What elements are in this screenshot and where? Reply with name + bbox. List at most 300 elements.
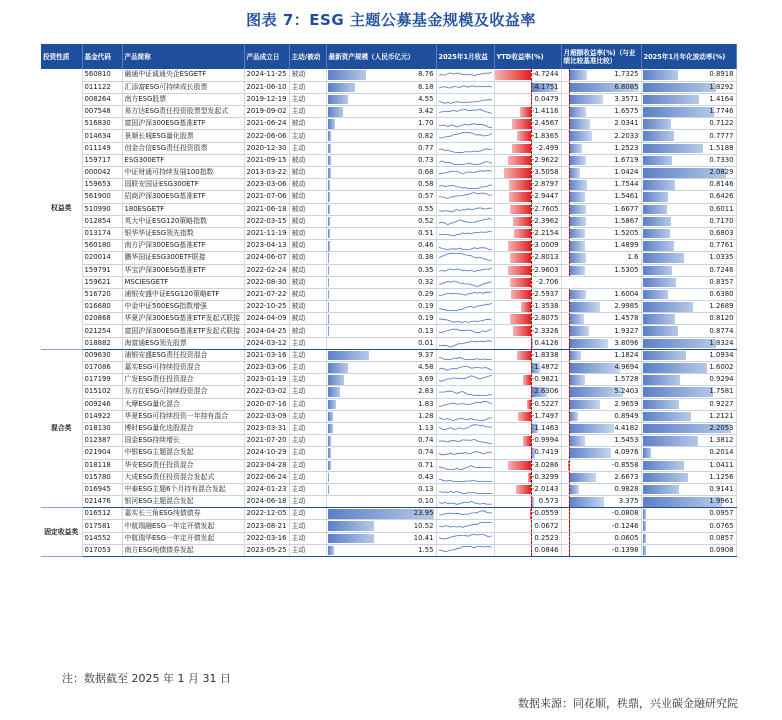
inception-date: 2019-12-19 xyxy=(244,93,289,105)
asset-size xyxy=(326,203,436,215)
sparkline xyxy=(439,301,492,312)
inception-date: 2020-07-16 xyxy=(244,398,289,410)
excess-return xyxy=(561,191,641,203)
inception-date: 2023-05-25 xyxy=(244,544,289,556)
zero-line xyxy=(569,374,570,385)
management-type: 被动 xyxy=(289,288,326,300)
sparkline xyxy=(439,386,492,397)
excess-return-value: 4.9694 xyxy=(614,363,639,372)
ytd-return-value: 0.573 xyxy=(538,497,559,506)
asset-size-bar xyxy=(328,156,331,166)
excess-return-bar xyxy=(569,229,584,239)
ytd-return-value: 0.7419 xyxy=(534,448,559,457)
annualized-volatility-value: 1.4164 xyxy=(709,94,734,103)
excess-return xyxy=(561,544,641,556)
excess-return xyxy=(561,398,641,410)
monthly-return-sparkline xyxy=(436,313,494,325)
ytd-return-value: -2.4567 xyxy=(531,119,559,128)
monthly-return-sparkline xyxy=(436,362,494,374)
excess-return-value: 1.2523 xyxy=(614,143,639,152)
asset-size-value: 6.18 xyxy=(418,82,434,91)
ytd-return xyxy=(494,532,561,544)
fund-name: MSCIESGETF xyxy=(122,276,244,288)
asset-size-value: 4.55 xyxy=(418,94,434,103)
zero-line xyxy=(569,289,570,300)
excess-return-bar xyxy=(569,253,585,263)
monthly-return-sparkline xyxy=(436,471,494,483)
sparkline xyxy=(439,289,492,300)
ytd-return-value: -0.5227 xyxy=(531,399,559,408)
fund-code: 014634 xyxy=(82,130,122,142)
asset-size xyxy=(326,508,436,520)
excess-return-bar xyxy=(569,485,579,495)
zero-line xyxy=(531,545,532,556)
asset-size xyxy=(326,410,436,422)
monthly-return-sparkline xyxy=(436,520,494,532)
ytd-return xyxy=(494,154,561,166)
annualized-volatility xyxy=(641,471,736,483)
inception-date: 2013-03-22 xyxy=(244,167,289,179)
annualized-volatility-bar xyxy=(643,351,687,361)
fund-code: 516720 xyxy=(82,288,122,300)
sparkline xyxy=(439,191,492,202)
fund-code: 016680 xyxy=(82,301,122,313)
fund-name: 富国沪深300ESG基准ETF发起式联接 xyxy=(122,325,244,337)
ytd-return xyxy=(494,362,561,374)
sparkline xyxy=(439,374,492,385)
fund-code: 159717 xyxy=(82,154,122,166)
asset-size-value: 0.52 xyxy=(418,216,434,225)
ytd-return-value: -3.0286 xyxy=(531,460,559,469)
inception-date: 2022-03-02 xyxy=(244,386,289,398)
fund-name: 嘉实ESG可持续投资混合 xyxy=(122,362,244,374)
monthly-return-sparkline xyxy=(436,142,494,154)
annualized-volatility-value: 1.7746 xyxy=(709,107,734,116)
management-type: 主动 xyxy=(289,483,326,495)
asset-size-bar xyxy=(328,217,330,227)
annualized-volatility xyxy=(641,69,736,81)
excess-return-value: -0.8558 xyxy=(611,460,639,469)
management-type: 主动 xyxy=(289,337,326,349)
asset-size-bar xyxy=(328,70,367,80)
asset-size xyxy=(326,191,436,203)
excess-return-bar xyxy=(569,497,603,507)
management-type: 主动 xyxy=(289,410,326,422)
sparkline xyxy=(439,69,492,80)
fund-name: 中航瑞融ESG一年定开债发起 xyxy=(122,520,244,532)
annualized-volatility-bar xyxy=(643,192,669,202)
excess-return xyxy=(561,422,641,434)
excess-return-bar xyxy=(569,241,584,251)
annualized-volatility-bar xyxy=(643,412,692,422)
annualized-volatility xyxy=(641,142,736,154)
annualized-volatility-bar xyxy=(643,436,698,446)
annualized-volatility-value: 1.0411 xyxy=(709,460,734,469)
zero-line xyxy=(569,179,570,190)
ytd-return xyxy=(494,118,561,130)
annualized-volatility-bar xyxy=(643,473,688,483)
ytd-return-bar xyxy=(523,375,530,385)
fund-code: 015780 xyxy=(82,471,122,483)
excess-return-bar xyxy=(569,192,585,202)
asset-size-value: 0.57 xyxy=(418,192,434,201)
fund-code: 016945 xyxy=(82,483,122,495)
monthly-return-sparkline xyxy=(436,483,494,495)
monthly-return-sparkline xyxy=(436,106,494,118)
zero-line xyxy=(569,118,570,129)
annualized-volatility-bar xyxy=(643,180,676,190)
column-header: 2025年1月年化波动率(%) xyxy=(641,44,736,69)
fund-name: 海富通ESG领先股票 xyxy=(122,337,244,349)
asset-size xyxy=(326,337,436,349)
ytd-return xyxy=(494,337,561,349)
annualized-volatility xyxy=(641,276,736,288)
fund-name: 东方红ESG可持续投资混合 xyxy=(122,386,244,398)
asset-size xyxy=(326,301,436,313)
excess-return xyxy=(561,69,641,81)
ytd-return xyxy=(494,130,561,142)
inception-date: 2022-08-30 xyxy=(244,276,289,288)
annualized-volatility-value: 0.0857 xyxy=(709,533,734,542)
zero-line xyxy=(569,69,570,81)
asset-size-value: 0.46 xyxy=(418,241,434,250)
management-type: 被动 xyxy=(289,325,326,337)
ytd-return xyxy=(494,496,561,508)
ytd-return-value: 1.1463 xyxy=(534,424,559,433)
annualized-volatility-value: 0.6011 xyxy=(709,204,734,213)
inception-date: 2022-03-15 xyxy=(244,215,289,227)
asset-size-bar xyxy=(328,448,331,458)
asset-size-bar xyxy=(328,144,331,154)
inception-date: 2023-01-19 xyxy=(244,374,289,386)
excess-return-bar xyxy=(569,180,587,190)
annualized-volatility-bar xyxy=(643,509,647,519)
management-type: 被动 xyxy=(289,191,326,203)
zero-line xyxy=(569,386,570,397)
fund-code: 011122 xyxy=(82,81,122,93)
zero-line xyxy=(569,520,570,531)
annualized-volatility-value: 0.7246 xyxy=(709,265,734,274)
annualized-volatility xyxy=(641,459,736,471)
annualized-volatility-bar xyxy=(643,534,646,544)
asset-size xyxy=(326,435,436,447)
annualized-volatility-bar xyxy=(643,461,685,471)
annualized-volatility-value: 1.3812 xyxy=(709,436,734,445)
fund-code: 014552 xyxy=(82,532,122,544)
ytd-return-value: -0.9821 xyxy=(531,375,559,384)
ytd-return xyxy=(494,325,561,337)
asset-size-bar xyxy=(328,302,329,312)
table-row xyxy=(41,422,736,434)
zero-line xyxy=(531,386,532,397)
inception-date: 2022-12-05 xyxy=(244,508,289,520)
fund-code: 009630 xyxy=(82,349,122,361)
management-type: 主动 xyxy=(289,447,326,459)
excess-return-value: 3.375 xyxy=(618,497,639,506)
annualized-volatility-value: 1.0934 xyxy=(709,350,734,359)
fund-name: 浦银安盛ESG责任投资混合 xyxy=(122,349,244,361)
asset-size-bar xyxy=(328,400,336,410)
asset-size-value: 0.58 xyxy=(418,180,434,189)
fund-name: 中航瑞华ESG一年定开债发起 xyxy=(122,532,244,544)
inception-date: 2023-04-13 xyxy=(244,240,289,252)
asset-size-value: 0.71 xyxy=(418,460,434,469)
annualized-volatility-value: 0.0908 xyxy=(709,545,734,554)
annualized-volatility-bar xyxy=(643,119,672,129)
sparkline xyxy=(439,131,492,142)
monthly-return-sparkline xyxy=(436,93,494,105)
inception-date: 2024-10-29 xyxy=(244,447,289,459)
annualized-volatility xyxy=(641,130,736,142)
asset-size xyxy=(326,288,436,300)
annualized-volatility xyxy=(641,374,736,386)
ytd-return xyxy=(494,167,561,179)
annualized-volatility-bar xyxy=(643,448,651,458)
asset-size-value: 0.19 xyxy=(418,302,434,311)
asset-size-value: 0.38 xyxy=(418,253,434,262)
excess-return-value: 1.5867 xyxy=(614,216,639,225)
excess-return-bar xyxy=(569,351,581,361)
annualized-volatility xyxy=(641,520,736,532)
zero-line xyxy=(531,362,532,373)
annualized-volatility xyxy=(641,435,736,447)
fund-code: 561900 xyxy=(82,191,122,203)
ytd-return-value: -2.8013 xyxy=(531,253,559,262)
fund-name: 中泰ESG主题6个月持有混合发起 xyxy=(122,483,244,495)
ytd-return-bar xyxy=(510,314,531,324)
asset-size-value: 1.28 xyxy=(418,411,434,420)
sparkline xyxy=(439,204,492,215)
asset-size-value: 0.13 xyxy=(418,484,434,493)
ytd-return-bar xyxy=(521,302,531,312)
annualized-volatility xyxy=(641,154,736,166)
ytd-return-bar xyxy=(520,107,531,117)
excess-return-bar xyxy=(569,436,585,446)
table-row xyxy=(41,264,736,276)
monthly-return-sparkline xyxy=(436,179,494,191)
asset-size-value: 9.37 xyxy=(418,350,434,359)
annualized-volatility-bar xyxy=(643,375,680,385)
excess-return xyxy=(561,520,641,532)
zero-line xyxy=(569,252,570,263)
fund-name: 汇添富ESG可持续成长股票 xyxy=(122,81,244,93)
monthly-return-sparkline xyxy=(436,508,494,520)
zero-line xyxy=(569,472,570,483)
asset-size xyxy=(326,167,436,179)
table-row xyxy=(41,447,736,459)
ytd-return-bar xyxy=(516,485,531,495)
ytd-return xyxy=(494,252,561,264)
annualized-volatility xyxy=(641,410,736,422)
asset-size-bar xyxy=(328,168,331,178)
table-row xyxy=(41,203,736,215)
annualized-volatility-bar xyxy=(643,400,680,410)
asset-size xyxy=(326,496,436,508)
excess-return xyxy=(561,106,641,118)
inception-date: 2024-01-23 xyxy=(244,483,289,495)
annualized-volatility xyxy=(641,288,736,300)
excess-return-value: 1.5728 xyxy=(614,375,639,384)
fund-name: 景顺长城ESG量化股票 xyxy=(122,130,244,142)
excess-return xyxy=(561,374,641,386)
sparkline xyxy=(439,252,492,263)
zero-line xyxy=(569,313,570,324)
ytd-return-bar xyxy=(513,326,531,336)
management-type: 主动 xyxy=(289,459,326,471)
excess-return xyxy=(561,93,641,105)
ytd-return-value: -1.4116 xyxy=(531,107,559,116)
fund-code: 016512 xyxy=(82,508,122,520)
table-row xyxy=(41,93,736,105)
excess-return-value: -0.1398 xyxy=(611,545,639,554)
excess-return xyxy=(561,142,641,154)
management-type: 主动 xyxy=(289,142,326,154)
monthly-return-sparkline xyxy=(436,496,494,508)
annualized-volatility xyxy=(641,240,736,252)
inception-date: 2023-03-06 xyxy=(244,179,289,191)
asset-size-value: 2.83 xyxy=(418,387,434,396)
excess-return-value: 1.7544 xyxy=(614,180,639,189)
monthly-return-sparkline xyxy=(436,447,494,459)
management-type: 主动 xyxy=(289,362,326,374)
fund-name: 华夏沪深300ESG基准ETF发起式联接 xyxy=(122,313,244,325)
asset-size-bar xyxy=(328,241,330,251)
ytd-return xyxy=(494,276,561,288)
excess-return xyxy=(561,167,641,179)
ytd-return-bar xyxy=(511,290,531,300)
table-row xyxy=(41,106,736,118)
asset-size xyxy=(326,179,436,191)
excess-return-value: 0.8949 xyxy=(614,411,639,420)
inception-date: 2019-09-02 xyxy=(244,106,289,118)
asset-size-bar xyxy=(328,107,343,117)
asset-size-bar xyxy=(328,326,329,336)
annualized-volatility xyxy=(641,508,736,520)
inception-date: 2022-10-25 xyxy=(244,301,289,313)
zero-line xyxy=(569,228,570,239)
asset-size-value: 0.19 xyxy=(418,314,434,323)
excess-return xyxy=(561,447,641,459)
asset-size-bar xyxy=(328,521,375,531)
zero-line xyxy=(531,496,532,507)
inception-date: 2021-07-22 xyxy=(244,288,289,300)
excess-return xyxy=(561,435,641,447)
management-type: 主动 xyxy=(289,435,326,447)
fund-code: 017581 xyxy=(82,520,122,532)
sparkline xyxy=(439,435,492,446)
annualized-volatility-value: 0.9294 xyxy=(709,375,734,384)
inception-date: 2021-06-24 xyxy=(244,118,289,130)
asset-size xyxy=(326,118,436,130)
monthly-return-sparkline xyxy=(436,167,494,179)
sparkline xyxy=(439,484,492,495)
excess-return xyxy=(561,410,641,422)
fund-name: 中银ESG主题混合发起 xyxy=(122,447,244,459)
excess-return-bar xyxy=(569,131,591,141)
ytd-return-bar xyxy=(508,266,530,276)
asset-size xyxy=(326,362,436,374)
annualized-volatility-value: 0.7330 xyxy=(709,155,734,164)
annualized-volatility xyxy=(641,106,736,118)
table-row xyxy=(41,240,736,252)
asset-size-bar xyxy=(328,266,330,276)
management-type: 被动 xyxy=(289,276,326,288)
fund-name: ESG300ETF xyxy=(122,154,244,166)
ytd-return xyxy=(494,508,561,520)
sparkline xyxy=(439,533,492,544)
annualized-volatility xyxy=(641,386,736,398)
ytd-return-bar xyxy=(508,241,531,251)
asset-size xyxy=(326,276,436,288)
inception-date: 2022-06-06 xyxy=(244,130,289,142)
fund-name: 大成ESG责任投资混合发起式 xyxy=(122,471,244,483)
ytd-return xyxy=(494,544,561,556)
zero-line xyxy=(569,265,570,276)
annualized-volatility-value: 0.7761 xyxy=(709,241,734,250)
ytd-return-bar xyxy=(513,217,531,227)
annualized-volatility xyxy=(641,203,736,215)
annualized-volatility-bar xyxy=(643,266,672,276)
management-type: 主动 xyxy=(289,520,326,532)
excess-return xyxy=(561,508,641,520)
zero-line xyxy=(569,216,570,227)
ytd-return-value: -2.3326 xyxy=(531,326,559,335)
excess-return-value: 3.8096 xyxy=(614,338,639,347)
monthly-return-sparkline xyxy=(436,191,494,203)
ytd-return-bar xyxy=(518,412,531,422)
management-type: 被动 xyxy=(289,240,326,252)
fund-code: 159791 xyxy=(82,264,122,276)
fund-code: 021904 xyxy=(82,447,122,459)
asset-size-value: 0.43 xyxy=(418,472,434,481)
excess-return-value: 1.6677 xyxy=(614,204,639,213)
table-row xyxy=(41,362,736,374)
zero-line xyxy=(569,484,570,495)
ytd-return-value: 2.6306 xyxy=(534,387,559,396)
monthly-return-sparkline xyxy=(436,386,494,398)
excess-return-bar xyxy=(569,339,608,349)
management-type: 被动 xyxy=(289,179,326,191)
zero-line xyxy=(531,423,532,434)
data-note: 注：数据截至 2025 年 1 月 31 日 xyxy=(62,672,231,685)
fund-code: 008264 xyxy=(82,93,122,105)
monthly-return-sparkline xyxy=(436,349,494,361)
excess-return-value: 1.6 xyxy=(627,253,639,262)
annualized-volatility xyxy=(641,118,736,130)
ytd-return-value: -3.0009 xyxy=(531,241,559,250)
excess-return-value: 3.3571 xyxy=(614,94,639,103)
monthly-return-sparkline xyxy=(436,374,494,386)
sparkline xyxy=(439,472,492,483)
inception-date: 2021-11-19 xyxy=(244,227,289,239)
inception-date: 2024-03-12 xyxy=(244,337,289,349)
excess-return-value: 1.5461 xyxy=(614,192,639,201)
category-cell: 混合类 xyxy=(41,349,82,507)
excess-return xyxy=(561,337,641,349)
ytd-return-bar xyxy=(517,351,531,361)
ytd-return-value: 4.1751 xyxy=(534,82,559,91)
table-row xyxy=(41,508,736,520)
asset-size-bar xyxy=(328,461,331,471)
excess-return xyxy=(561,215,641,227)
ytd-return-value: -2.8797 xyxy=(531,180,559,189)
zero-line xyxy=(531,447,532,458)
asset-size xyxy=(326,252,436,264)
zero-line xyxy=(531,82,532,93)
ytd-return-bar xyxy=(512,119,531,129)
annualized-volatility-value: 1.8292 xyxy=(709,82,734,91)
management-type: 主动 xyxy=(289,532,326,544)
